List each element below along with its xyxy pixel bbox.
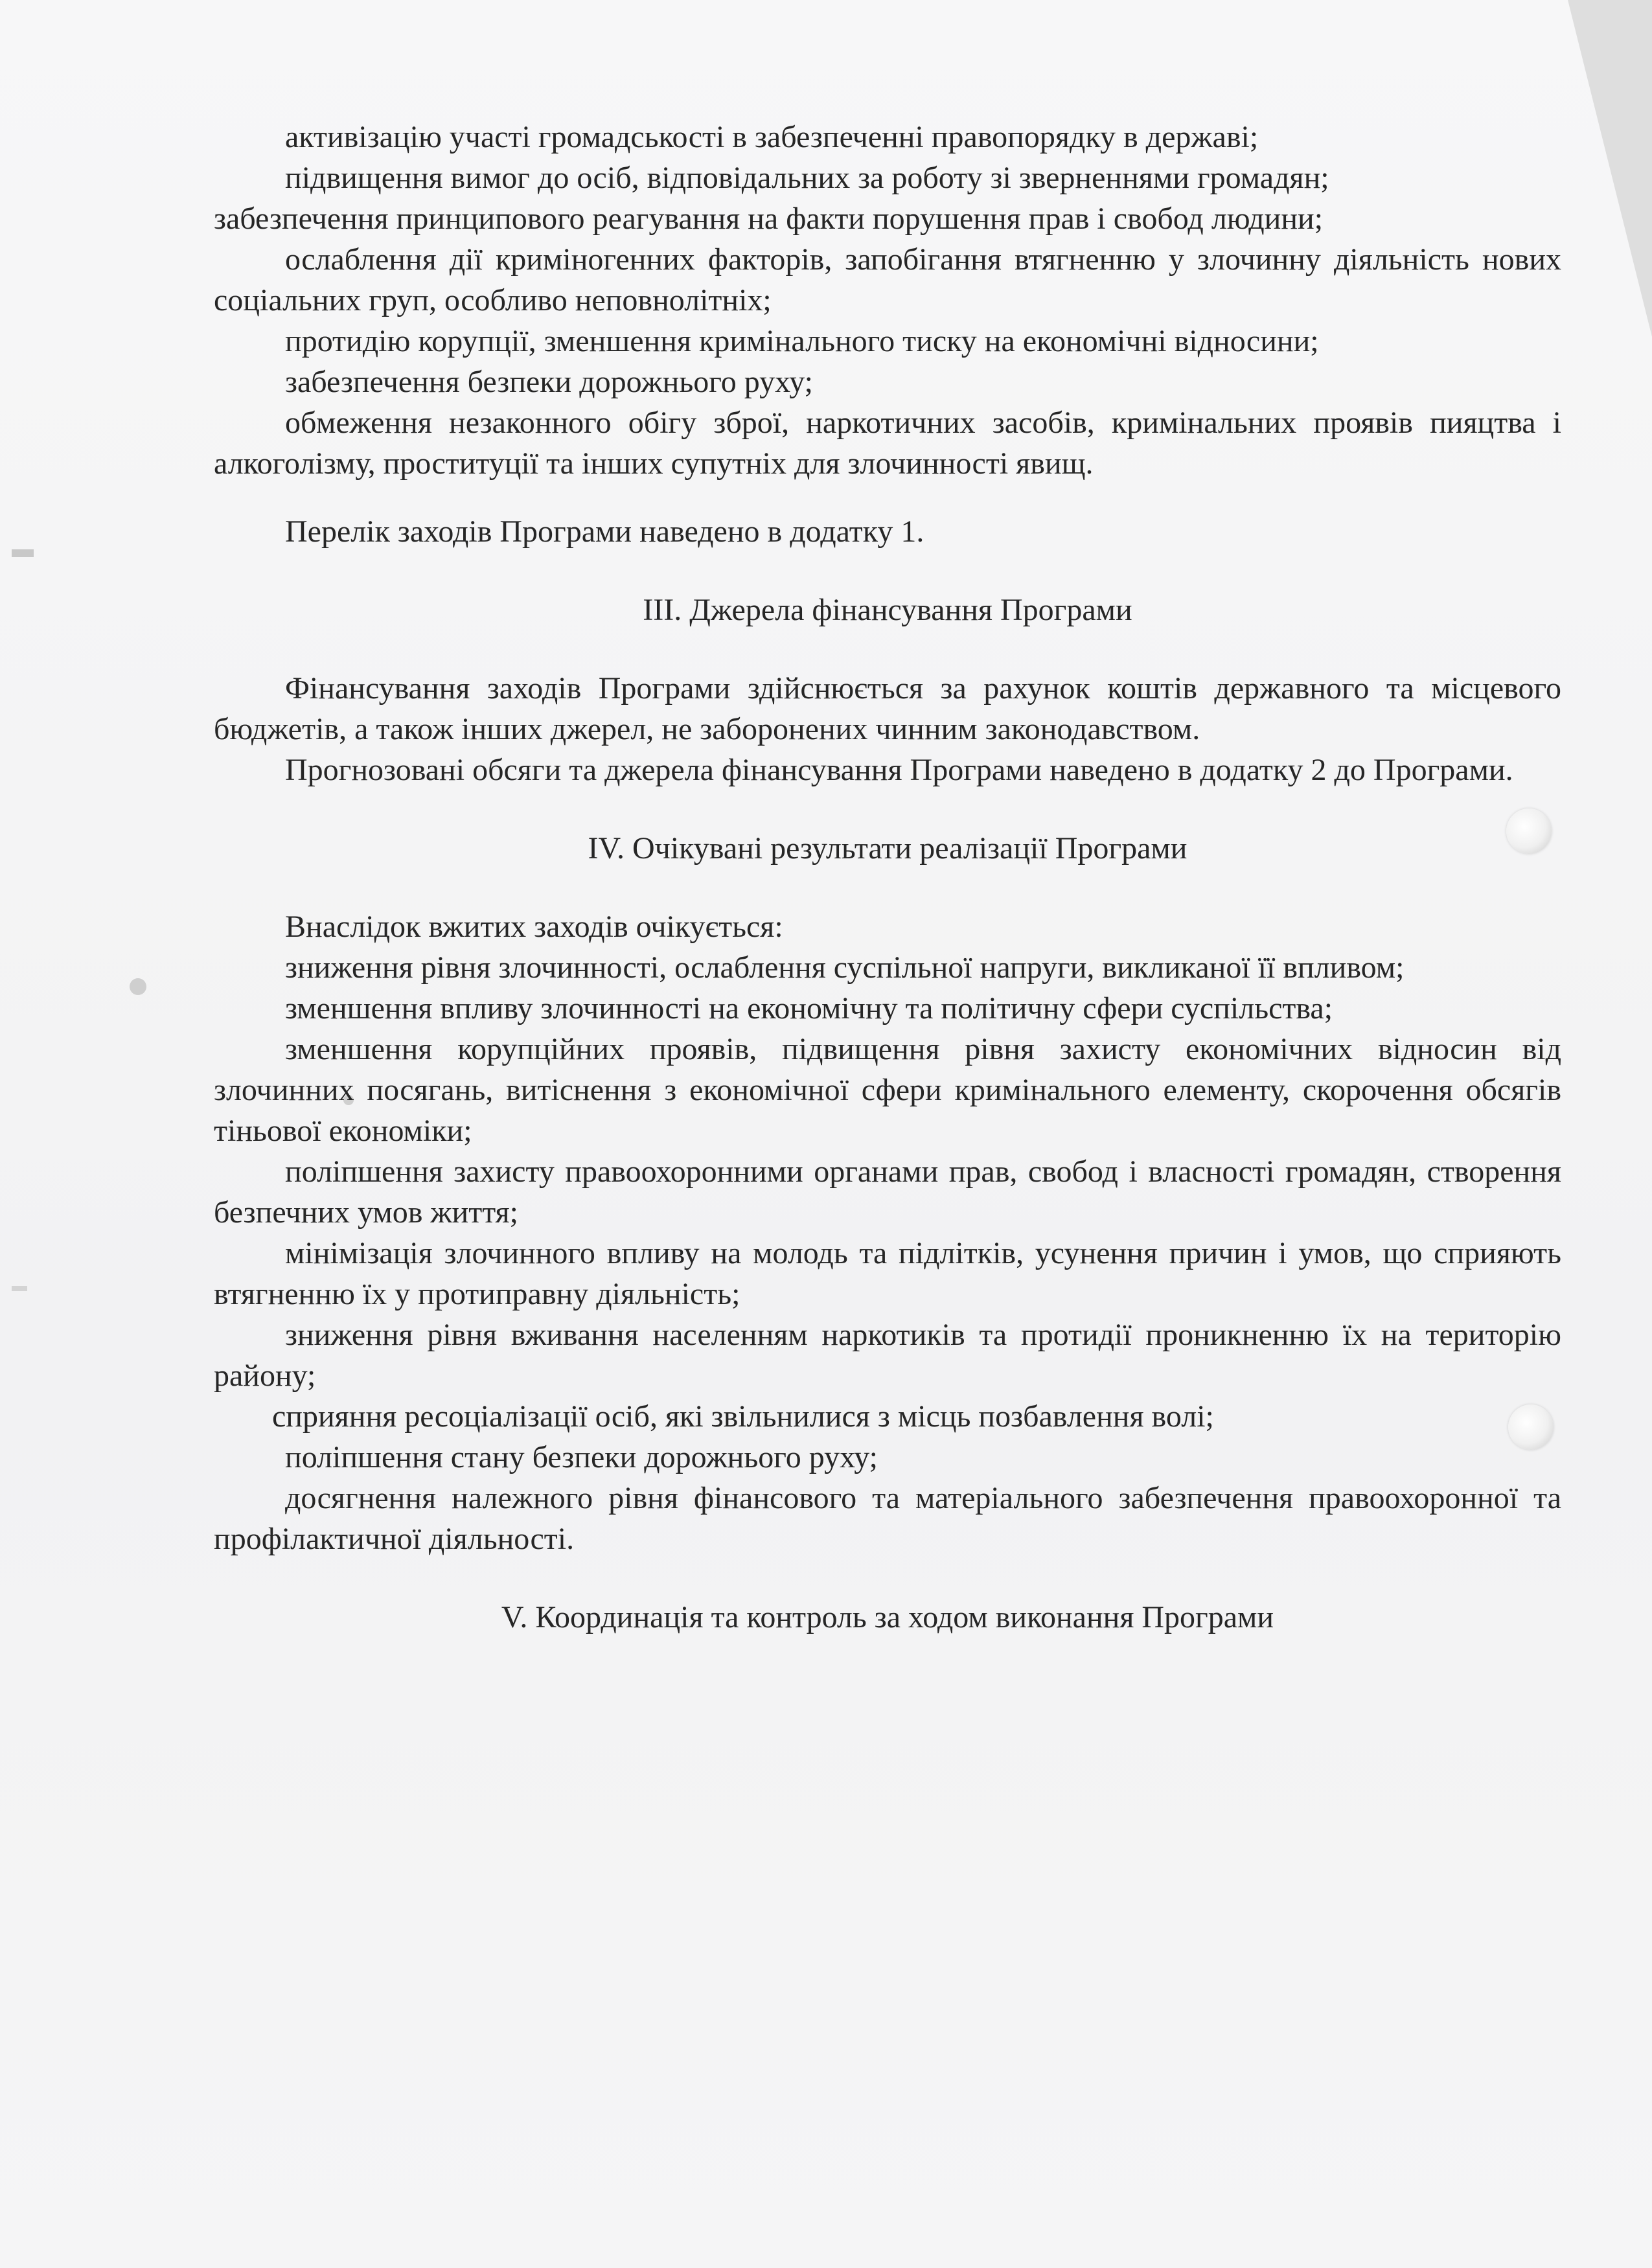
section-heading-coordination: V. Координація та контроль за ходом виконання Програми — [501, 1600, 1274, 1634]
list-item: забезпечення безпеки дорожнього руху; — [285, 365, 813, 399]
section-heading-financing: III. Джерела фінансування Програми — [643, 593, 1132, 627]
section-heading-results: IV. Очікувані результати реалізації Програми — [588, 831, 1187, 865]
list-item: зниження рівня вживання населенням наркотиків та протидії проникненню їх на територію району; — [214, 1318, 1561, 1393]
folded-corner — [1568, 0, 1652, 337]
list-item: зниження рівня злочинності, ослаблення суспільної напруги, викликаної її впливом; — [285, 950, 1405, 985]
list-item: забезпечення принципового реагування на факти порушення прав і свобод людини; — [214, 201, 1324, 236]
measures-note: Перелік заходів Програми наведено в додатку 1. — [285, 514, 924, 549]
list-item: зменшення корупційних проявів, підвищення рівня захисту економічних відносин від злочинних посягань, витіснення з економічної сфери кримінального елементу, скорочення обсягів тіньової економіки; — [214, 1032, 1561, 1148]
list-item: активізацію участі громадськості в забезпеченні правопорядку в державі; — [285, 120, 1259, 154]
list-item: поліпшення стану безпеки дорожнього руху; — [285, 1440, 878, 1474]
scan-mark — [12, 1286, 27, 1291]
list-item: ослаблення дії криміногенних факторів, запобігання втягненню у злочинну діяльність нових соціальних груп, особливо неповнолітніх; — [214, 242, 1561, 317]
scan-mark — [12, 549, 34, 557]
list-item: досягнення належного рівня фінансового та матеріального забезпечення правоохоронної та профілактичної діяльності. — [214, 1481, 1561, 1556]
list-item: мінімізація злочинного впливу на молодь та підлітків, усунення причин і умов, що сприяють втягненню їх у протиправну діяльність; — [214, 1236, 1561, 1311]
financing-paragraph: Фінансування заходів Програми здійснюється за рахунок коштів державного та місцевого бюджетів, а також інших джерел, не заборонених чинним законодавством. — [214, 671, 1561, 746]
list-item: зменшення впливу злочинності на економічну та політичну сфери суспільства; — [285, 991, 1333, 1025]
results-intro: Внаслідок вжитих заходів очікується: — [285, 910, 783, 944]
list-item: підвищення вимог до осіб, відповідальних за роботу зі зверненнями громадян; — [285, 161, 1329, 195]
document-body — [214, 117, 1561, 1675]
list-item: поліпшення захисту правоохоронними органами прав, свобод і власності громадян, створення безпечних умов життя; — [214, 1154, 1561, 1230]
financing-paragraph: Прогнозовані обсяги та джерела фінансування Програми наведено в додатку 2 до Програми. — [285, 753, 1513, 787]
scan-speck — [130, 978, 146, 995]
list-item: сприяння ресоціалізації осіб, які звільнилися з місць позбавлення волі; — [272, 1399, 1214, 1434]
list-item: протидію корупції, зменшення кримінального тиску на економічні відносини; — [285, 324, 1319, 358]
list-item: обмеження незаконного обігу зброї, наркотичних засобів, кримінальних проявів пияцтва і алкоголізму, проституції та інших супутніх для злочинності явищ. — [214, 406, 1561, 481]
